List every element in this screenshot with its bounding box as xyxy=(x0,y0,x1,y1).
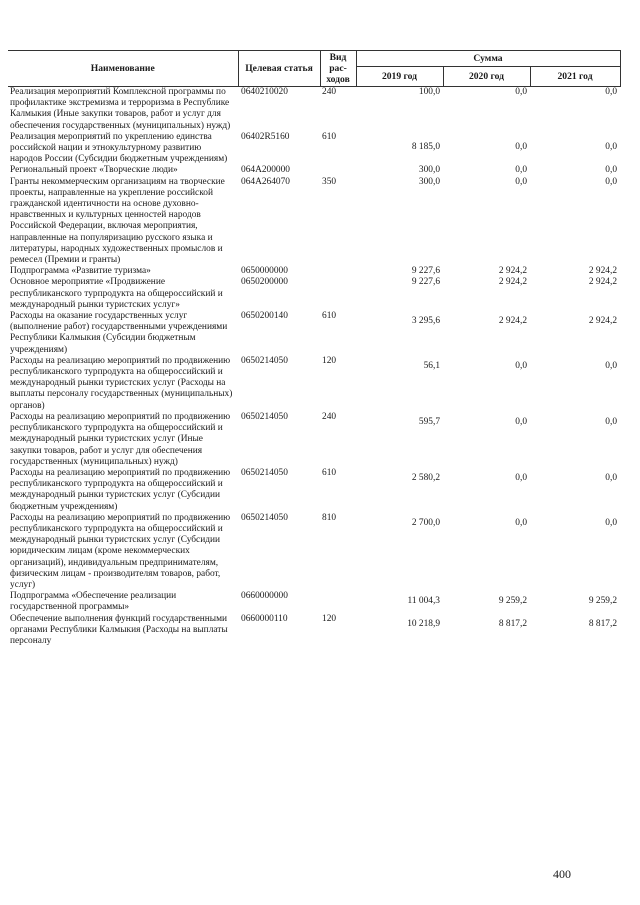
row-target-code: 064A200000 xyxy=(241,165,290,176)
table-row xyxy=(8,591,620,613)
row-expense-type: 240 xyxy=(322,411,337,422)
row-expense-type xyxy=(320,165,356,176)
table-row xyxy=(8,165,620,176)
row-name: Реализация мероприятий Комплексной программы по профилактике экстремизма и терроризма в Республике Калмыкия (Иные закупки товаров, работ и услуг для обеспечения государственных (муниципальных) нужд) xyxy=(10,87,231,131)
row-target-code: 0660000000 xyxy=(241,591,288,602)
row-expense-type: 610 xyxy=(322,311,337,322)
table-row xyxy=(8,277,620,311)
column-header-sum: Сумма xyxy=(356,51,620,67)
row-name: Подпрограмма «Развитие туризма» xyxy=(10,266,151,277)
row-amount-2020: 2 924,2 xyxy=(498,316,527,327)
row-target-code: 0640210020 xyxy=(241,87,288,97)
row-expense-type xyxy=(320,277,356,311)
row-amount-2019: 2 580,2 xyxy=(411,472,440,483)
row-target-code: 0650214050 xyxy=(241,467,288,478)
row-amount-2021: 2 924,2 xyxy=(588,277,618,288)
row-amount-2019: 8 185,0 xyxy=(411,141,440,152)
row-amount-2021: 0,0 xyxy=(605,176,618,187)
table-row xyxy=(8,311,620,356)
budget-table xyxy=(8,50,621,647)
row-expense-type: 610 xyxy=(322,467,337,478)
table-row xyxy=(8,614,620,648)
row-amount-2020: 8 817,2 xyxy=(498,618,527,629)
row-amount-2020: 9 259,2 xyxy=(498,596,527,607)
row-amount-2020: 0,0 xyxy=(515,472,527,483)
row-name: Расходы на реализацию мероприятий по продвижению республиканского турпродукта на общероссийский и международный рынки туристских услуг (Иные закупки товаров, работ и услуг для обеспечения государственных (муниципальных) нужд) xyxy=(10,411,231,467)
row-amount-2020: 0,0 xyxy=(515,165,527,176)
row-name: Обеспечение выполнения функций государственными органами Республики Калмыкия (Расходы на выплаты персоналу xyxy=(10,613,228,646)
row-amount-2019: 9 227,6 xyxy=(411,266,440,277)
row-amount-2021: 8 817,2 xyxy=(588,618,618,629)
table-row xyxy=(8,132,620,166)
page-number: 400 xyxy=(553,867,571,881)
budget-table-sheet xyxy=(8,50,620,647)
row-expense-type: 240 xyxy=(322,87,337,97)
column-header-2020: 2020 год xyxy=(443,67,530,87)
row-amount-2019: 300,0 xyxy=(418,176,440,187)
row-expense-type: 350 xyxy=(322,176,337,187)
row-target-code: 064A264070 xyxy=(241,176,290,187)
table-row xyxy=(8,87,620,132)
row-expense-type: 120 xyxy=(322,613,337,624)
row-target-code: 0650000000 xyxy=(241,266,288,277)
row-amount-2020: 0,0 xyxy=(515,176,527,187)
row-target-code: 0660000110 xyxy=(241,613,288,624)
table-row xyxy=(8,468,620,513)
row-expense-type xyxy=(320,591,356,613)
row-name: Расходы на реализацию мероприятий по продвижению республиканского турпродукта на общероссийский и международный рынки туристских услуг (Субсидии бюджетным учреждениям) xyxy=(10,467,231,512)
column-header-2021: 2021 год xyxy=(530,67,620,87)
row-name: Расходы на реализацию мероприятий по продвижению республиканского турпродукта на общероссийский и международный рынки туристских услуг (Субсидии юридическим лицам (кроме некоммерческих организаций), индивидуальным предпринимателям, физическим лицам - производителям товаров, работ, услуг) xyxy=(10,512,231,590)
row-name: Подпрограмма «Обеспечение реализации государственной программы» xyxy=(10,591,177,613)
row-amount-2021: 2 924,2 xyxy=(588,266,618,277)
column-header-vid: Вид рас-ходов xyxy=(320,51,356,87)
row-amount-2020: 0,0 xyxy=(515,360,527,371)
row-amount-2019: 595,7 xyxy=(418,416,440,427)
column-header-name: Наименование xyxy=(8,51,238,87)
row-target-code: 0650214050 xyxy=(241,355,288,366)
row-amount-2019: 3 295,6 xyxy=(411,316,440,327)
row-amount-2019: 300,0 xyxy=(418,165,440,176)
row-name: Расходы на оказание государственных услуг (выполнение работ) государственными учреждениями Республики Калмыкия (Субсидии бюджетным учреждениям) xyxy=(10,311,228,355)
table-row xyxy=(8,356,620,412)
row-name: Расходы на реализацию мероприятий по продвижению республиканского турпродукта на общероссийский и международный рынки туристских услуг (Расходы на выплаты персоналу государственных (муниципальных) органов) xyxy=(10,355,233,411)
row-target-code: 0650200140 xyxy=(241,311,288,322)
row-amount-2019: 2 700,0 xyxy=(411,517,440,528)
row-amount-2020: 2 924,2 xyxy=(498,277,527,288)
row-amount-2019: 11 004,3 xyxy=(407,596,440,607)
row-amount-2021: 0,0 xyxy=(605,517,618,528)
row-amount-2021: 0,0 xyxy=(605,472,618,483)
row-amount-2019: 56,1 xyxy=(423,360,440,371)
column-header-target: Целевая статья xyxy=(238,51,320,87)
row-target-code: 0650214050 xyxy=(241,411,288,422)
row-expense-type xyxy=(320,266,356,277)
row-target-code: 06402R5160 xyxy=(241,131,290,142)
row-amount-2020: 0,0 xyxy=(515,87,527,97)
table-row xyxy=(8,412,620,468)
row-amount-2020: 0,0 xyxy=(515,517,527,528)
row-amount-2021: 0,0 xyxy=(605,87,618,97)
row-amount-2020: 0,0 xyxy=(515,141,527,152)
row-expense-type: 610 xyxy=(322,131,337,142)
table-row xyxy=(8,266,620,277)
row-amount-2019: 9 227,6 xyxy=(411,277,440,288)
row-name: Гранты некоммерческим организациям на творческие проекты, направленные на укрепление российской гражданской идентичности на основе духовно-нравственных и культурных ценностей народов Российской Федерации, включая мероприятия, направленные на популяризацию русского языка и литературы, народных художественных промыслов и ремесел (Премии и гранты) xyxy=(10,176,225,266)
row-target-code: 0650200000 xyxy=(241,277,288,288)
row-amount-2021: 2 924,2 xyxy=(588,316,618,327)
row-amount-2021: 0,0 xyxy=(605,360,618,371)
row-amount-2021: 0,0 xyxy=(605,165,618,176)
row-amount-2021: 0,0 xyxy=(605,416,618,427)
table-row xyxy=(8,513,620,591)
table-body xyxy=(8,87,620,648)
column-header-2019: 2019 год xyxy=(356,67,443,87)
row-amount-2020: 2 924,2 xyxy=(498,266,527,277)
row-amount-2021: 0,0 xyxy=(605,141,618,152)
row-target-code: 0650214050 xyxy=(241,512,288,523)
row-amount-2020: 0,0 xyxy=(515,416,527,427)
row-name: Основное мероприятие «Продвижение республиканского турпродукта на общероссийский и международный рынки туристских услуг» xyxy=(10,277,223,310)
row-expense-type: 120 xyxy=(322,355,337,366)
row-name: Реализация мероприятий по укреплению единства российской нации и этнокультурному развитию народов России (Субсидии бюджетным учреждениям) xyxy=(10,131,228,165)
row-expense-type: 810 xyxy=(322,512,337,523)
row-name: Региональный проект «Творческие люди» xyxy=(10,165,178,176)
table-row xyxy=(8,177,620,267)
row-amount-2021: 9 259,2 xyxy=(588,596,618,607)
row-amount-2019: 10 218,9 xyxy=(407,618,440,629)
row-amount-2019: 100,0 xyxy=(418,87,440,97)
